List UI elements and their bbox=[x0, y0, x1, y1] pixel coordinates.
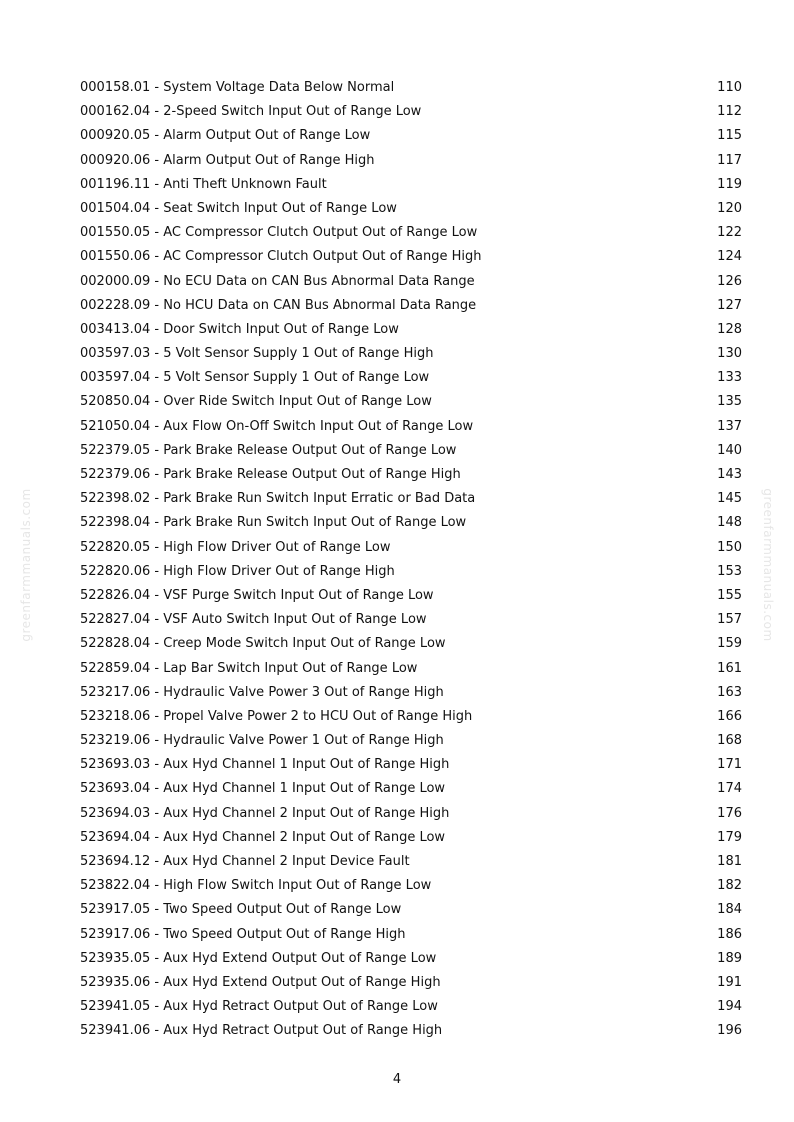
toc-entry-page: 166 bbox=[717, 708, 742, 724]
toc-entry-title: 003597.04 - 5 Volt Sensor Supply 1 Out of Range Low bbox=[80, 370, 430, 386]
toc-entry-title: 003413.04 - Door Switch Input Out of Range Low bbox=[80, 321, 399, 337]
toc-entry-page: 124 bbox=[717, 249, 742, 265]
toc-entry[interactable] bbox=[80, 439, 742, 463]
toc-entry-title: 523822.04 - High Flow Switch Input Out of Range Low bbox=[80, 878, 432, 894]
toc-entry[interactable] bbox=[80, 560, 742, 584]
toc-entry-page: 120 bbox=[717, 200, 742, 216]
toc-entry-title: 523917.05 - Two Speed Output Out of Range Low bbox=[80, 902, 402, 918]
toc-entry-title: 522828.04 - Creep Mode Switch Input Out of Range Low bbox=[80, 636, 446, 652]
toc-entry-page: 155 bbox=[717, 587, 742, 603]
toc-entry[interactable] bbox=[80, 536, 742, 560]
toc-entry-title: 000920.05 - Alarm Output Out of Range Low bbox=[80, 128, 371, 144]
toc-entry-page: 112 bbox=[717, 104, 742, 120]
toc-entry-title: 522827.04 - VSF Auto Switch Input Out of Range Low bbox=[80, 612, 427, 628]
toc-entry-title: 520850.04 - Over Ride Switch Input Out of Range Low bbox=[80, 394, 432, 410]
toc-entry-page: 182 bbox=[717, 878, 742, 894]
toc-entry-page: 128 bbox=[717, 321, 742, 337]
toc-entry[interactable] bbox=[80, 463, 742, 487]
toc-entry-page: 117 bbox=[717, 152, 742, 168]
toc-entry-title: 001550.06 - AC Compressor Clutch Output Out of Range High bbox=[80, 249, 482, 265]
toc-entry[interactable] bbox=[80, 826, 742, 850]
toc-entry[interactable] bbox=[80, 777, 742, 801]
toc-entry-page: 181 bbox=[717, 854, 742, 869]
toc-entry-page: 122 bbox=[717, 225, 742, 241]
toc-entry-title: 522398.02 - Park Brake Run Switch Input Erratic or Bad Data bbox=[80, 491, 476, 507]
toc-entry-title: 521050.04 - Aux Flow On-Off Switch Input Out of Range Low bbox=[80, 418, 474, 434]
toc-entry-page: 163 bbox=[717, 684, 742, 700]
toc-entry-title: 523218.06 - Propel Valve Power 2 to HCU Out of Range High bbox=[80, 708, 473, 724]
toc-entry-title: 000158.01 - System Voltage Data Below Normal bbox=[80, 80, 395, 95]
toc-entry-title: 522398.04 - Park Brake Run Switch Input Out of Range Low bbox=[80, 515, 467, 531]
toc-entry-page: 119 bbox=[717, 176, 742, 192]
toc-entry-page: 194 bbox=[717, 999, 742, 1015]
toc-entry[interactable] bbox=[80, 632, 742, 656]
toc-entry-page: 196 bbox=[717, 1023, 742, 1039]
toc-entry[interactable] bbox=[80, 705, 742, 729]
toc-entry-page: 150 bbox=[717, 539, 742, 555]
toc-entry[interactable] bbox=[80, 197, 742, 221]
toc-entry-page: 184 bbox=[717, 902, 742, 918]
toc-entry-title: 523935.05 - Aux Hyd Extend Output Out of Range Low bbox=[80, 950, 437, 966]
toc-entry-page: 159 bbox=[717, 636, 742, 652]
toc-entry-title: 523693.03 - Aux Hyd Channel 1 Input Out of Range High bbox=[80, 757, 450, 773]
toc-entry[interactable] bbox=[80, 657, 742, 681]
toc-entry-title: 522820.05 - High Flow Driver Out of Range Low bbox=[80, 539, 391, 555]
toc-entry-page: 174 bbox=[717, 781, 742, 797]
toc-entry[interactable] bbox=[80, 608, 742, 632]
toc-entry-title: 523941.06 - Aux Hyd Retract Output Out of Range High bbox=[80, 1023, 443, 1039]
toc-entry-title: 522826.04 - VSF Purge Switch Input Out of Range Low bbox=[80, 587, 434, 603]
toc-entry-title: 000920.06 - Alarm Output Out of Range High bbox=[80, 152, 375, 168]
toc-entry[interactable] bbox=[80, 390, 742, 414]
toc-entry-page: 179 bbox=[717, 829, 742, 845]
toc-entry-page: 133 bbox=[717, 370, 742, 386]
toc-entry-page: 153 bbox=[717, 563, 742, 579]
toc-entry-title: 523917.06 - Two Speed Output Out of Range High bbox=[80, 926, 406, 942]
toc-entry-title: 001196.11 - Anti Theft Unknown Fault bbox=[80, 176, 327, 192]
toc-entry-page: 168 bbox=[717, 733, 742, 749]
toc-entry-page: 148 bbox=[717, 515, 742, 531]
toc-entry[interactable] bbox=[80, 511, 742, 535]
toc-entry-page: 186 bbox=[717, 926, 742, 942]
toc-entry[interactable] bbox=[80, 995, 742, 1019]
toc-entry[interactable] bbox=[80, 124, 742, 148]
toc-entry-page: 176 bbox=[717, 805, 742, 821]
toc-entry-page: 191 bbox=[717, 974, 742, 990]
toc-entry-page: 171 bbox=[717, 757, 742, 773]
toc-entry-title: 000162.04 - 2-Speed Switch Input Out of Range Low bbox=[80, 104, 422, 120]
toc-entry[interactable] bbox=[80, 1019, 742, 1043]
toc-entry-title: 523694.03 - Aux Hyd Channel 2 Input Out of Range High bbox=[80, 805, 450, 821]
toc-entry-page: 161 bbox=[717, 660, 742, 676]
toc-entry-title: 522859.04 - Lap Bar Switch Input Out of Range Low bbox=[80, 660, 418, 676]
toc-entry-page: 140 bbox=[717, 442, 742, 458]
toc-entry[interactable] bbox=[80, 971, 742, 995]
toc-entry-page: 110 bbox=[717, 80, 742, 95]
toc-entry-page: 143 bbox=[717, 467, 742, 482]
toc-entry[interactable] bbox=[80, 173, 742, 197]
toc-entry[interactable] bbox=[80, 342, 742, 366]
toc-entry[interactable] bbox=[80, 802, 742, 826]
watermark-left: greenfarmmanuals.com bbox=[19, 488, 33, 642]
toc-entry-title: 522379.06 - Park Brake Release Output Out of Range High bbox=[80, 467, 461, 482]
toc-entry-page: 115 bbox=[717, 128, 742, 144]
toc-entry-page: 126 bbox=[717, 273, 742, 289]
toc-entry-title: 523694.12 - Aux Hyd Channel 2 Input Device Fault bbox=[80, 854, 410, 869]
toc-entry-page: 145 bbox=[717, 491, 742, 507]
toc-entry[interactable] bbox=[80, 898, 742, 922]
toc-entry[interactable] bbox=[80, 270, 742, 294]
toc-entry[interactable] bbox=[80, 681, 742, 705]
table-of-contents bbox=[80, 76, 742, 1044]
toc-entry[interactable] bbox=[80, 584, 742, 608]
toc-entry[interactable] bbox=[80, 753, 742, 777]
toc-entry-page: 130 bbox=[717, 346, 742, 362]
toc-entry[interactable] bbox=[80, 850, 742, 874]
toc-entry[interactable] bbox=[80, 415, 742, 439]
toc-entry[interactable] bbox=[80, 874, 742, 898]
toc-entry-page: 127 bbox=[717, 297, 742, 313]
toc-entry[interactable] bbox=[80, 149, 742, 173]
toc-entry-title: 522820.06 - High Flow Driver Out of Range High bbox=[80, 563, 395, 579]
toc-entry-title: 523217.06 - Hydraulic Valve Power 3 Out of Range High bbox=[80, 684, 444, 700]
toc-entry-page: 135 bbox=[717, 394, 742, 410]
toc-entry[interactable] bbox=[80, 318, 742, 342]
toc-entry-page: 157 bbox=[717, 612, 742, 628]
watermark-right: greenfarmmanuals.com bbox=[761, 488, 775, 642]
toc-entry[interactable] bbox=[80, 923, 742, 947]
toc-entry-title: 522379.05 - Park Brake Release Output Out of Range Low bbox=[80, 442, 457, 458]
toc-entry[interactable] bbox=[80, 245, 742, 269]
page-number: 4 bbox=[392, 1072, 402, 1087]
toc-entry[interactable] bbox=[80, 487, 742, 511]
toc-entry-title: 002000.09 - No ECU Data on CAN Bus Abnormal Data Range bbox=[80, 273, 475, 289]
toc-entry[interactable] bbox=[80, 221, 742, 245]
toc-entry-title: 523219.06 - Hydraulic Valve Power 1 Out of Range High bbox=[80, 733, 444, 749]
toc-entry[interactable] bbox=[80, 294, 742, 318]
toc-entry-title: 001504.04 - Seat Switch Input Out of Range Low bbox=[80, 200, 397, 216]
toc-entry-title: 523935.06 - Aux Hyd Extend Output Out of Range High bbox=[80, 974, 441, 990]
toc-entry-title: 001550.05 - AC Compressor Clutch Output Out of Range Low bbox=[80, 225, 478, 241]
toc-entry[interactable] bbox=[80, 100, 742, 124]
toc-entry-title: 523694.04 - Aux Hyd Channel 2 Input Out of Range Low bbox=[80, 829, 446, 845]
toc-entry[interactable] bbox=[80, 366, 742, 390]
toc-entry[interactable] bbox=[80, 947, 742, 971]
toc-entry-page: 137 bbox=[717, 418, 742, 434]
toc-entry-title: 002228.09 - No HCU Data on CAN Bus Abnormal Data Range bbox=[80, 297, 477, 313]
toc-entry-title: 003597.03 - 5 Volt Sensor Supply 1 Out of Range High bbox=[80, 346, 434, 362]
toc-entry-page: 189 bbox=[717, 950, 742, 966]
toc-entry[interactable] bbox=[80, 76, 742, 100]
toc-entry-title: 523941.05 - Aux Hyd Retract Output Out of Range Low bbox=[80, 999, 438, 1015]
toc-entry-title: 523693.04 - Aux Hyd Channel 1 Input Out of Range Low bbox=[80, 781, 446, 797]
toc-entry[interactable] bbox=[80, 729, 742, 753]
